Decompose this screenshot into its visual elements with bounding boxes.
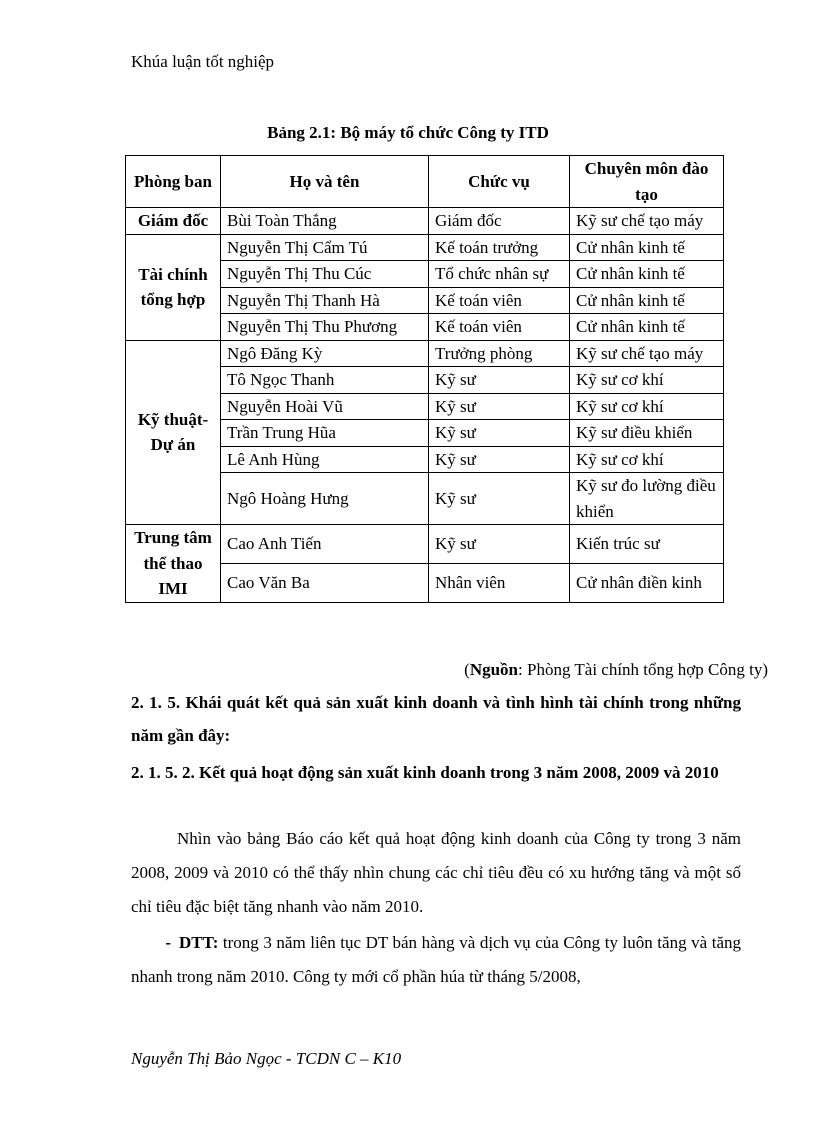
name-cell: Bùi Toàn Thắng xyxy=(221,208,429,235)
position-cell: Kỹ sư xyxy=(429,525,570,564)
table-row xyxy=(126,340,724,367)
table-row xyxy=(126,208,724,235)
specialty-cell: Kỹ sư chế tạo máy xyxy=(570,208,724,235)
column-header: Họ và tên xyxy=(221,156,429,208)
name-cell: Lê Anh Hùng xyxy=(221,446,429,473)
position-cell: Kế toán trưởng xyxy=(429,234,570,261)
department-cell: Tài chính tổng hợp xyxy=(126,234,221,340)
table-row xyxy=(126,234,724,261)
name-cell: Nguyễn Thị Cẩm Tú xyxy=(221,234,429,261)
table-source-note xyxy=(464,660,768,680)
position-cell: Kỹ sư xyxy=(429,367,570,394)
position-cell: Kỹ sư xyxy=(429,473,570,525)
table-header-row xyxy=(126,156,724,208)
specialty-cell: Kiến trúc sư xyxy=(570,525,724,564)
specialty-cell: Cử nhân điền kinh xyxy=(570,563,724,602)
department-cell: Kỹ thuật-Dự án xyxy=(126,340,221,525)
position-cell: Giám đốc xyxy=(429,208,570,235)
name-cell: Nguyễn Thị Thu Cúc xyxy=(221,261,429,288)
position-cell: Kế toán viên xyxy=(429,314,570,341)
position-cell: Kỹ sư xyxy=(429,420,570,447)
specialty-cell: Kỹ sư đo lường điều khiển xyxy=(570,473,724,525)
organization-table xyxy=(125,155,724,603)
bullet-term: DTT: xyxy=(179,933,219,952)
position-cell: Trưởng phòng xyxy=(429,340,570,367)
position-cell: Nhân viên xyxy=(429,563,570,602)
specialty-cell: Kỹ sư cơ khí xyxy=(570,446,724,473)
department-cell: Trung tâm thể thao IMI xyxy=(126,525,221,603)
position-cell: Kỹ sư xyxy=(429,393,570,420)
name-cell: Nguyễn Thị Thu Phương xyxy=(221,314,429,341)
specialty-cell: Cử nhân kinh tế xyxy=(570,287,724,314)
name-cell: Ngô Hoàng Hưng xyxy=(221,473,429,525)
name-cell: Nguyễn Thị Thanh Hà xyxy=(221,287,429,314)
column-header: Chức vụ xyxy=(429,156,570,208)
specialty-cell: Cử nhân kinh tế xyxy=(570,261,724,288)
position-cell: Tổ chức nhân sự xyxy=(429,261,570,288)
bullet-paragraph xyxy=(131,926,741,994)
specialty-cell: Kỹ sư cơ khí xyxy=(570,393,724,420)
column-header: Phòng ban xyxy=(126,156,221,208)
table-caption: Bảng 2.1: Bộ máy tổ chức Công ty ITD xyxy=(267,123,549,142)
position-cell: Kỹ sư xyxy=(429,446,570,473)
column-header: Chuyên môn đào tạo xyxy=(570,156,724,208)
bullet-dash: - xyxy=(165,933,171,952)
running-footer: Nguyễn Thị Bảo Ngọc - TCDN C – K10 xyxy=(131,1049,402,1068)
source-open-paren: ( xyxy=(464,660,470,679)
section-heading-2-1-5: 2. 1. 5. Khái quát kết quả sản xuất kinh doanh và tình hình tài chính trong những năm gần đây: xyxy=(131,693,741,745)
name-cell: Cao Văn Ba xyxy=(221,563,429,602)
specialty-cell: Kỹ sư điều khiển xyxy=(570,420,724,447)
running-header: Khúa luận tốt nghiệp xyxy=(131,52,275,71)
name-cell: Cao Anh Tiến xyxy=(221,525,429,564)
department-cell: Giám đốc xyxy=(126,208,221,235)
section-heading-2-1-5-2: 2. 1. 5. 2. Kết quả hoạt động sản xuất kinh doanh trong 3 năm 2008, 2009 và 2010 xyxy=(131,763,719,782)
source-text: : Phòng Tài chính tổng hợp Công ty) xyxy=(518,660,768,679)
name-cell: Trần Trung Hũa xyxy=(221,420,429,447)
specialty-cell: Cử nhân kinh tế xyxy=(570,314,724,341)
source-label: Nguồn xyxy=(469,660,519,679)
specialty-cell: Cử nhân kinh tế xyxy=(570,234,724,261)
table-row xyxy=(126,525,724,564)
specialty-cell: Kỹ sư chế tạo máy xyxy=(570,340,724,367)
specialty-cell: Kỹ sư cơ khí xyxy=(570,367,724,394)
position-cell: Kế toán viên xyxy=(429,287,570,314)
bullet-text: trong 3 năm liên tục DT bán hàng và dịch vụ của Công ty luôn tăng và tăng nhanh trong năm 2010. Công ty mới cổ phần húa từ tháng 5/2008, xyxy=(131,933,741,986)
name-cell: Nguyễn Hoài Vũ xyxy=(221,393,429,420)
paragraph-text: Nhìn vào bảng Báo cáo kết quả hoạt động kinh doanh của Công ty trong 3 năm 2008, 2009 và 2010 có thể thấy nhìn chung các chỉ tiêu đều có xu hướng tăng và một số chỉ tiêu đặc biệt tăng nhanh vào năm 2010. xyxy=(131,829,741,916)
body-paragraph xyxy=(131,822,741,924)
name-cell: Tô Ngọc Thanh xyxy=(221,367,429,394)
name-cell: Ngô Đăng Kỳ xyxy=(221,340,429,367)
